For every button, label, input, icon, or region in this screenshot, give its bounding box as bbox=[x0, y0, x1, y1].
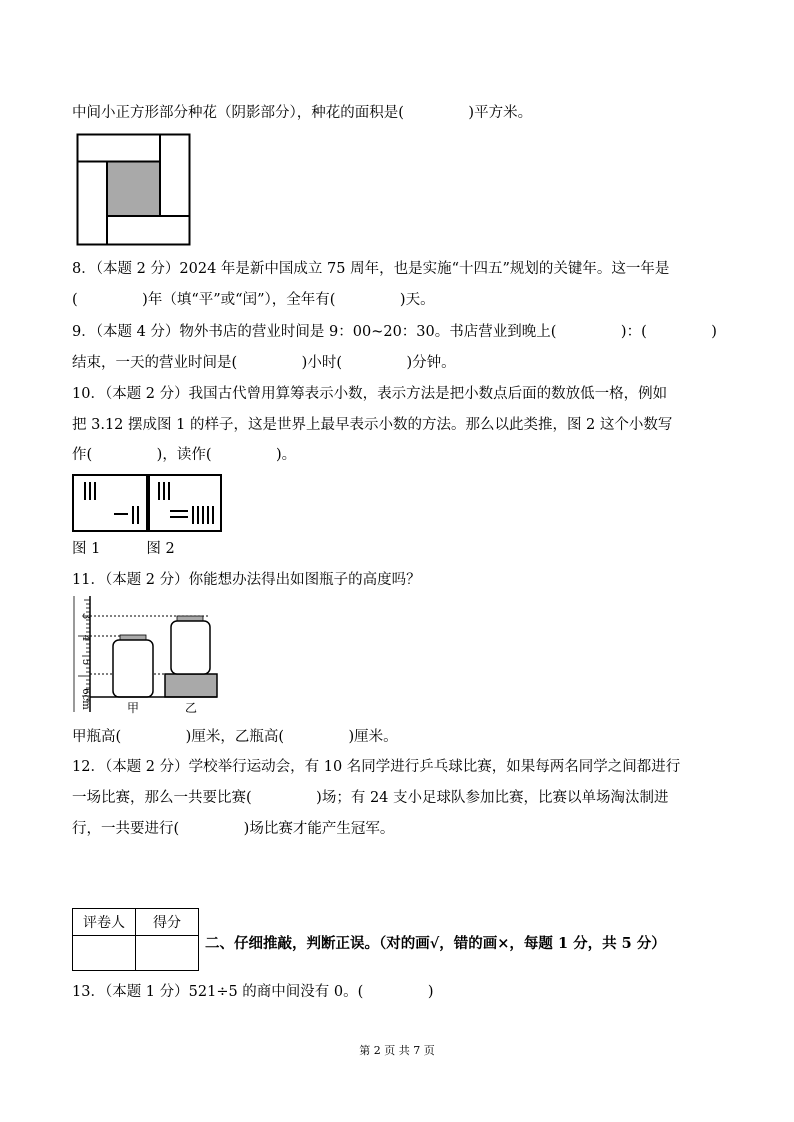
question-8-line-1: 8．（本题 2 分）2024 年是新中国成立 75 周年，也是实施“十四五”规划的关键年。这一年是 bbox=[72, 261, 670, 277]
figure-labels: 图 1 图 2 bbox=[72, 541, 175, 557]
question-10-line-1: 10．（本题 2 分）我国古代曾用算筹表示小数，表示方法是把小数点后面的数放低一格，例如 bbox=[72, 386, 668, 402]
score-table-grader-header: 评卷人 bbox=[73, 909, 136, 936]
question-12-line-1: 12．（本题 2 分）学校举行运动会，有 10 名同学进行乒乓球比赛，如果每两名同学之间都进行 bbox=[72, 759, 681, 775]
ruler-label-3: 3 bbox=[80, 612, 91, 620]
question-11-line-2: 甲瓶高( )厘米，乙瓶高( )厘米。 bbox=[72, 729, 398, 745]
bottle-yi-label: 乙 bbox=[184, 701, 198, 715]
bottle-jia-label: 甲 bbox=[126, 701, 140, 715]
square-garden-figure bbox=[76, 133, 192, 247]
question-8-line-2: ( )年（填“平”或“闰”），全年有( )天。 bbox=[72, 292, 435, 308]
ruler-label-5: 5 bbox=[80, 658, 91, 666]
bottle-jia-body bbox=[113, 640, 153, 697]
counting-rods-figure-1 bbox=[72, 474, 148, 532]
shaded-center-square bbox=[107, 162, 160, 217]
base-block bbox=[165, 674, 217, 697]
question-9-line-2: 结束，一天的营业时间是( )小时( )分钟。 bbox=[72, 355, 456, 371]
question-11-line-1: 11．（本题 2 分）你能想办法得出如图瓶子的高度吗？ bbox=[72, 572, 421, 588]
question-10-line-2: 把 3.12 摆成图 1 的样子，这是世界上最早表示小数的方法。那么以此类推，图 2 这个小数写 bbox=[72, 417, 673, 433]
score-table-grader-cell[interactable] bbox=[73, 936, 136, 971]
bottle-yi-body bbox=[171, 621, 210, 674]
text-line-flower-area: 中间小正方形部分种花（阴影部分），种花的面积是( )平方米。 bbox=[72, 105, 533, 121]
ruler-bottles-figure bbox=[70, 596, 220, 716]
question-13: 13．（本题 1 分）521÷5 的商中间没有 0。( ) bbox=[72, 984, 434, 1000]
question-9-line-1: 9．（本题 4 分）物外书店的营业时间是 9：00~20：30。书店营业到晚上( )：( ) bbox=[72, 324, 717, 340]
score-table-score-header: 得分 bbox=[136, 909, 199, 936]
score-table bbox=[72, 908, 199, 971]
ruler-label-4: 4 bbox=[80, 634, 91, 642]
counting-rods-figure-2 bbox=[148, 474, 222, 532]
score-table-score-cell[interactable] bbox=[136, 936, 199, 971]
ruler-label-6cm: 6cm bbox=[80, 688, 91, 710]
question-12-line-2: 一场比赛，那么一共要比赛( )场；有 24 支小足球队参加比赛，比赛以单场淘汰制进 bbox=[72, 790, 669, 806]
question-10-line-3: 作( )，读作( )。 bbox=[72, 447, 297, 463]
question-12-line-3: 行，一共要进行( )场比赛才能产生冠军。 bbox=[72, 821, 395, 837]
page-footer: 第 2 页 共 7 页 bbox=[359, 1044, 435, 1057]
section-2-title: 二、仔细推敲，判断正误。（对的画√，错的画×，每题 1 分，共 5 分） bbox=[205, 935, 666, 952]
